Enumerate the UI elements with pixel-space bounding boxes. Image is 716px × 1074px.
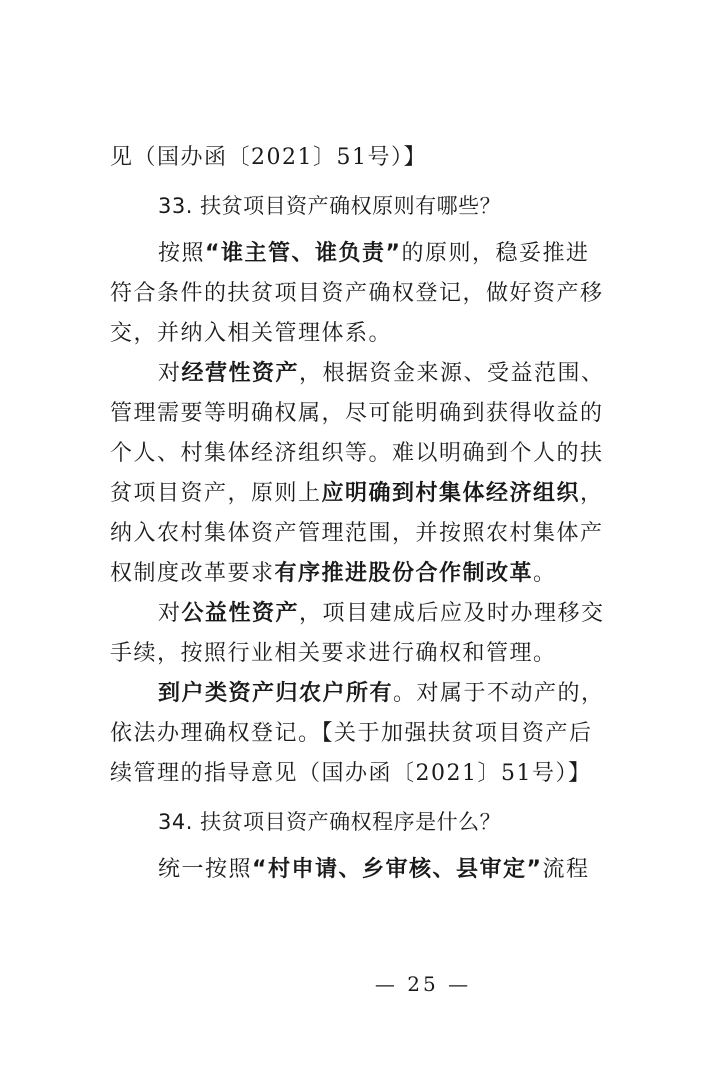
paragraph-4-line-3: 续管理的指导意见（国办函〔2021〕51号）】 <box>110 761 592 786</box>
paragraph-2-line-6: 权制度改革要求有序推进股份合作制改革。 <box>110 561 557 586</box>
paragraph-2-line-3: 个人、村集体经济组织等。难以明确到个人的扶 <box>110 441 604 466</box>
text-line-1: 见（国办函〔2021〕51号）】 <box>110 145 427 170</box>
section-heading-33: 33. 扶贫项目资产确权原则有哪些？ <box>158 194 502 218</box>
paragraph-4-line-1: 到户类资产归农户所有。对属于不动产的， <box>158 681 605 706</box>
section-heading-34: 34. 扶贫项目资产确权程序是什么？ <box>158 810 502 834</box>
paragraph-3-line-1: 对公益性资产，项目建成后应及时办理移交 <box>158 601 605 626</box>
paragraph-2-line-4: 贫项目资产，原则上应明确到村集体经济组织， <box>110 481 604 506</box>
paragraph-3-line-2: 手续，按照行业相关要求进行确权和管理。 <box>110 641 557 666</box>
paragraph-1-line-3: 交，并纳入相关管理体系。 <box>110 321 393 346</box>
paragraph-2-line-5: 纳入农村集体资产管理范围，并按照农村集体产 <box>110 521 604 546</box>
paragraph-1-line-1: 按照“谁主管、谁负责”的原则，稳妥推进 <box>158 241 590 266</box>
document-body <box>110 138 618 890</box>
paragraph-4-line-2: 依法办理确权登记。【关于加强扶贫项目资产后 <box>110 721 593 746</box>
paragraph-2-line-2: 管理需要等明确权属，尽可能明确到获得收益的 <box>110 401 604 426</box>
page-number: — 25 — <box>374 972 472 996</box>
paragraph-1-line-2: 符合条件的扶贫项目资产确权登记，做好资产移 <box>110 281 604 306</box>
paragraph-2-line-1: 对经营性资产，根据资金来源、受益范围、 <box>158 361 605 386</box>
paragraph-5-line-1: 统一按照“村申请、乡审核、县审定”流程 <box>158 857 590 882</box>
